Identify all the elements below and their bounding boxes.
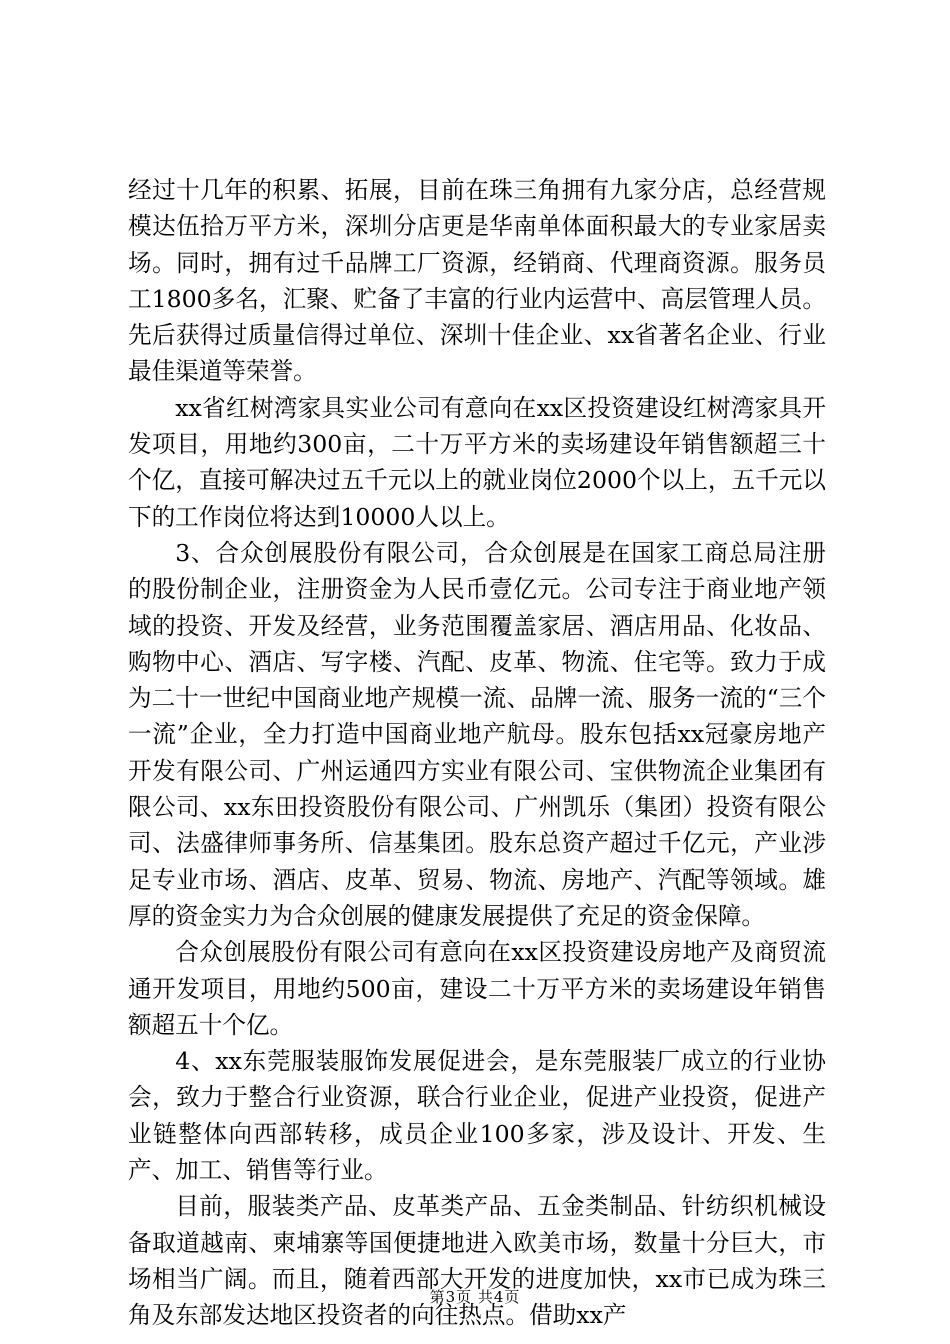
body-paragraph: 合众创展股份有限公司有意向在xx区投资建设房地产及商贸流通开发项目，用地约500亩，建设二十万平方米的卖场建设年销售额超五十个亿。: [128, 938, 826, 1039]
body-paragraph: xx省红树湾家具实业公司有意向在xx区投资建设红树湾家具开发项目，用地约300亩，二十万平方米的卖场建设年销售额超三十个亿，直接可解决过五千元以上的就业岗位2000个以上，五千元以下的工作岗位将达到10000人以上。: [128, 393, 826, 531]
body-paragraph: 3、合众创展股份有限公司，合众创展是在国家工商总局注册的股份制企业，注册资金为人民币壹亿元。公司专注于商业地产领域的投资、开发及经营，业务范围覆盖家居、酒店用品、化妆品、购物中心、酒店、写字楼、汽配、皮革、物流、住宅等。致力于成为二十一世纪中国商业地产规模一流、品牌一流、服务一流的“三个一流”企业，全力打造中国商业地产航母。股东包括xx冠豪房地产开发有限公司、广州运通四方实业有限公司、宝供物流企业集团有限公司、xx东田投资股份有限公司、广州凯乐（集团）投资有限公司、法盛律师事务所、信基集团。股东总资产超过千亿元，产业涉足专业市场、酒店、皮革、贸易、物流、房地产、汽配等领域。雄厚的资金实力为合众创展的健康发展提供了充足的资金保障。: [128, 538, 826, 930]
body-paragraph: 经过十几年的积累、拓展，目前在珠三角拥有九家分店，总经营规模达伍拾万平方米，深圳分店更是华南单体面积最大的专业家居卖场。同时，拥有过千品牌工厂资源，经销商、代理商资源。服务员工1800多名，汇聚、贮备了丰富的行业内运营中、高层管理人员。先后获得过质量信得过单位、深圳十佳企业、xx省著名企业、行业最佳渠道等荣誉。: [128, 176, 826, 386]
body-paragraph: 4、xx东莞服装服饰发展促进会，是东莞服装厂成立的行业协会，致力于整合行业资源，联合行业企业，促进产业投资，促进产业链整体向西部转移，成员企业100多家，涉及设计、开发、生产、加工、销售等行业。: [128, 1047, 826, 1185]
body-paragraph: 目前，服装类产品、皮革类产品、五金类制品、针纺织机械设备取道越南、柬埔寨等国便捷地进入欧美市场，数量十分巨大，市场相当广阔。而且，随着西部大开发的进度加快，xx市已成为珠三角及东部发达地区投资者的向往热点。借助xx产: [128, 1192, 826, 1330]
page-number-footer: 第3页 共4页: [429, 1288, 521, 1306]
document-body: [128, 172, 826, 1334]
